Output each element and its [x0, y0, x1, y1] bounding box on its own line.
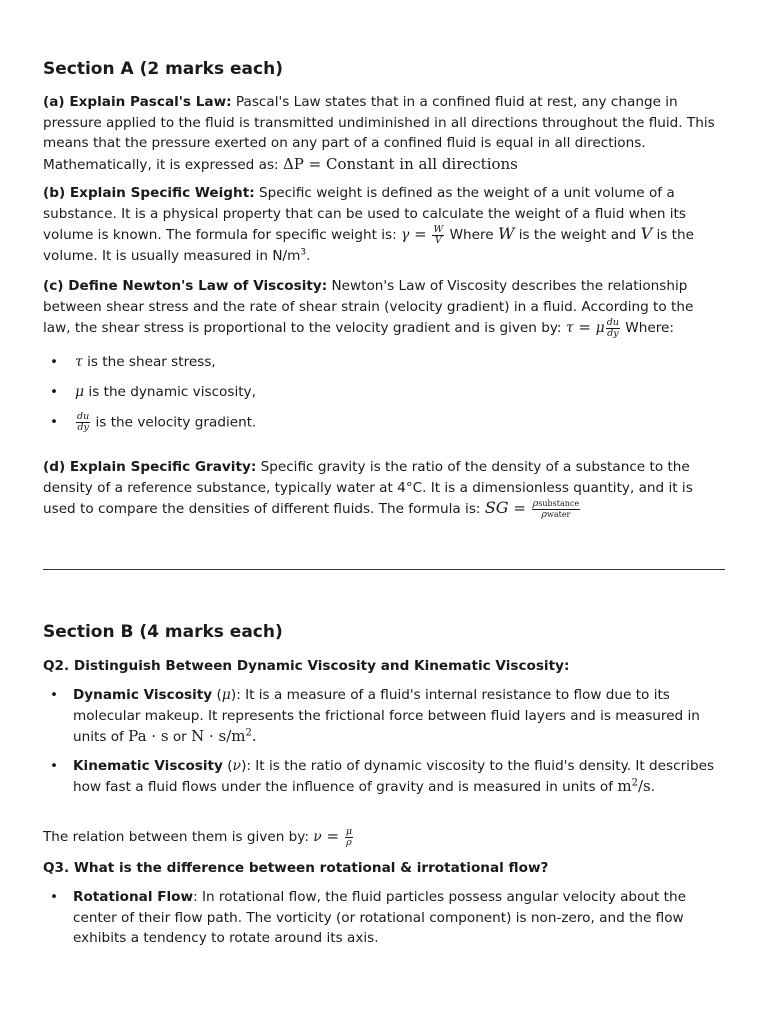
fraction-denominator: dy — [607, 327, 619, 339]
fraction-numerator: W — [433, 223, 444, 235]
fraction-denominator: dy — [77, 422, 89, 433]
mu-symbol: μ — [75, 384, 85, 400]
water-subscript: water — [546, 509, 571, 519]
fraction-denominator: ρ — [346, 836, 352, 848]
paren-open: ( — [212, 687, 222, 703]
item-d-specific-gravity — [43, 457, 725, 520]
density-ratio-fraction — [532, 499, 580, 520]
dynamic-viscosity-text: It is a measure of a fluid's internal resistance to flow due to its molecular makeup. It represents the frictional force between fluid layers and is measured in units of — [73, 687, 700, 745]
rho-symbol: ρ — [541, 508, 547, 520]
fraction-numerator: du — [606, 316, 619, 328]
unit-superscript: 2 — [631, 777, 638, 789]
velocity-gradient-fraction — [76, 412, 90, 433]
nu-symbol: ν — [232, 757, 242, 774]
item-c-text2: Where: — [620, 320, 674, 336]
unit-superscript: 3 — [300, 246, 307, 257]
velocity-gradient-fraction — [606, 318, 620, 339]
mu-rho-fraction — [345, 827, 353, 848]
weight-symbol: W — [497, 224, 515, 243]
period: . — [650, 779, 656, 795]
item-b-text1: Specific weight is defined as the weight of a unit volume of a substance. It is a physical property that can be used to calculate the weight of a fluid when its volume is known. The formula for specific weight is: — [43, 185, 686, 243]
nu-symbol: ν — [313, 829, 322, 845]
unit-n-s-m2: N · s/m — [191, 727, 246, 745]
kinematic-viscosity-text: It is the ratio of dynamic viscosity to the fluid's density. It describes how fast a fluid flows under the influence of gravity and is measured in units of — [73, 757, 715, 795]
item-b-text4: is the volume. It is usually measured in N/m — [43, 227, 694, 264]
list-item — [43, 352, 725, 382]
list-item-text: is the dynamic viscosity, — [84, 384, 256, 400]
rotational-flow-label: Rotational Flow — [73, 889, 194, 905]
list-item — [43, 382, 725, 412]
equals: = — [321, 827, 344, 845]
tau-symbol: τ — [75, 354, 83, 370]
fraction-numerator: μ — [345, 825, 353, 837]
item-d-text1: Specific gravity is the ratio of the density of a substance to the density of a reference substance, typically water at 4°C. It is a dimensionless quantity, and it is used to compare the densities of different fluids. The formula is: — [43, 459, 693, 517]
list-item — [43, 756, 725, 798]
item-c-newtons-law — [43, 276, 725, 339]
item-a-label: (a) Explain Pascal's Law: — [43, 94, 232, 110]
q3-title-text: Q3. What is the difference between rotational & irrotational flow? — [43, 860, 549, 876]
section-a-title: Section A (2 marks each) — [43, 59, 283, 79]
item-a-pascals-law — [43, 92, 725, 175]
kinematic-viscosity-label: Kinematic Viscosity — [73, 757, 223, 774]
section-divider — [43, 569, 725, 570]
list-item — [43, 412, 725, 433]
dynamic-viscosity-label: Dynamic Viscosity — [73, 687, 213, 703]
bullet: • — [50, 687, 59, 703]
viscosity-terms-list — [43, 352, 725, 433]
section-b-title: Section B (4 marks each) — [43, 622, 283, 642]
pascal-formula-lhs: ΔP — [282, 154, 304, 173]
unit-per-s: /s — [637, 777, 651, 795]
bullet: • — [50, 414, 59, 430]
weight-volume-fraction — [432, 225, 444, 246]
equals: = — [409, 225, 432, 243]
q3-title — [43, 858, 725, 879]
item-c-text1: Newton's Law of Viscosity describes the relationship between shear stress and the rate of shear strain (velocity gradient) in a fluid. According to the law, the shear stress is proportional to the velocity gradient and is given by: — [43, 278, 694, 336]
mu-symbol: μ — [221, 687, 231, 703]
bullet: • — [50, 354, 59, 370]
viscosity-types-list — [43, 685, 725, 798]
q2-title-text: Q2. Distinguish Between Dynamic Viscosity and Kinematic Viscosity: — [43, 658, 570, 674]
flow-types-list — [43, 887, 725, 949]
unit-pa-s: Pa · s — [128, 727, 169, 745]
item-c-label: (c) Define Newton's Law of Viscosity: — [43, 278, 328, 294]
paren-close: ): — [241, 757, 256, 774]
list-item-text: is the shear stress, — [82, 354, 216, 370]
gamma-symbol: γ — [401, 227, 410, 243]
unit-superscript: 2 — [245, 727, 252, 739]
relation-text: The relation between them is given by: — [43, 829, 314, 845]
tau-symbol: τ — [565, 320, 574, 336]
period: . — [251, 727, 257, 745]
substance-subscript: substance — [538, 498, 580, 508]
or-text: or — [168, 729, 192, 745]
fraction-numerator — [532, 499, 580, 510]
fraction-denominator: V — [434, 234, 442, 246]
item-a-text: Pascal's Law states that in a confined fluid at rest, any change in pressure applied to the fluid is transmitted undiminished in all directions throughout the fluid. This means that the pressure exerted on any part of a confined fluid is equal in all directions. Mathematically, it is expressed as: — [43, 94, 715, 173]
item-b-specific-weight — [43, 183, 725, 266]
q2-title — [43, 656, 725, 677]
list-item — [43, 685, 725, 748]
item-b-text3: is the weight and — [514, 227, 641, 243]
paren-close: ): — [230, 687, 246, 703]
rotational-flow-text: : In rotational flow, the fluid particles possess angular velocity about the center of their flow path. The vorticity (or rotational component) is non-zero, and the flow exhibits a tendency to rotate around its axis. — [73, 889, 686, 946]
rho-symbol: ρ — [532, 497, 539, 509]
list-item-text: is the velocity gradient. — [91, 414, 257, 431]
fraction-denominator — [532, 510, 580, 520]
bullet: • — [50, 384, 59, 400]
item-b-text2: Where — [445, 227, 498, 243]
mu-symbol: μ — [595, 320, 605, 336]
equals: = — [508, 499, 531, 517]
item-b-label: (b) Explain Specific Weight: — [43, 185, 255, 201]
volume-symbol: V — [640, 224, 653, 243]
fraction-numerator: du — [77, 411, 90, 422]
bullet: • — [50, 889, 59, 905]
sg-symbol: SG — [484, 498, 509, 517]
item-b-text5: . — [306, 247, 311, 264]
viscosity-relation — [43, 826, 725, 848]
paren-open: ( — [222, 757, 233, 774]
item-d-label: (d) Explain Specific Gravity: — [43, 459, 257, 475]
pascal-formula-rhs: = Constant in all directions — [303, 154, 518, 173]
equals: = — [573, 318, 596, 336]
list-item — [43, 887, 725, 949]
unit-m: m — [617, 777, 632, 795]
bullet: • — [50, 757, 59, 774]
